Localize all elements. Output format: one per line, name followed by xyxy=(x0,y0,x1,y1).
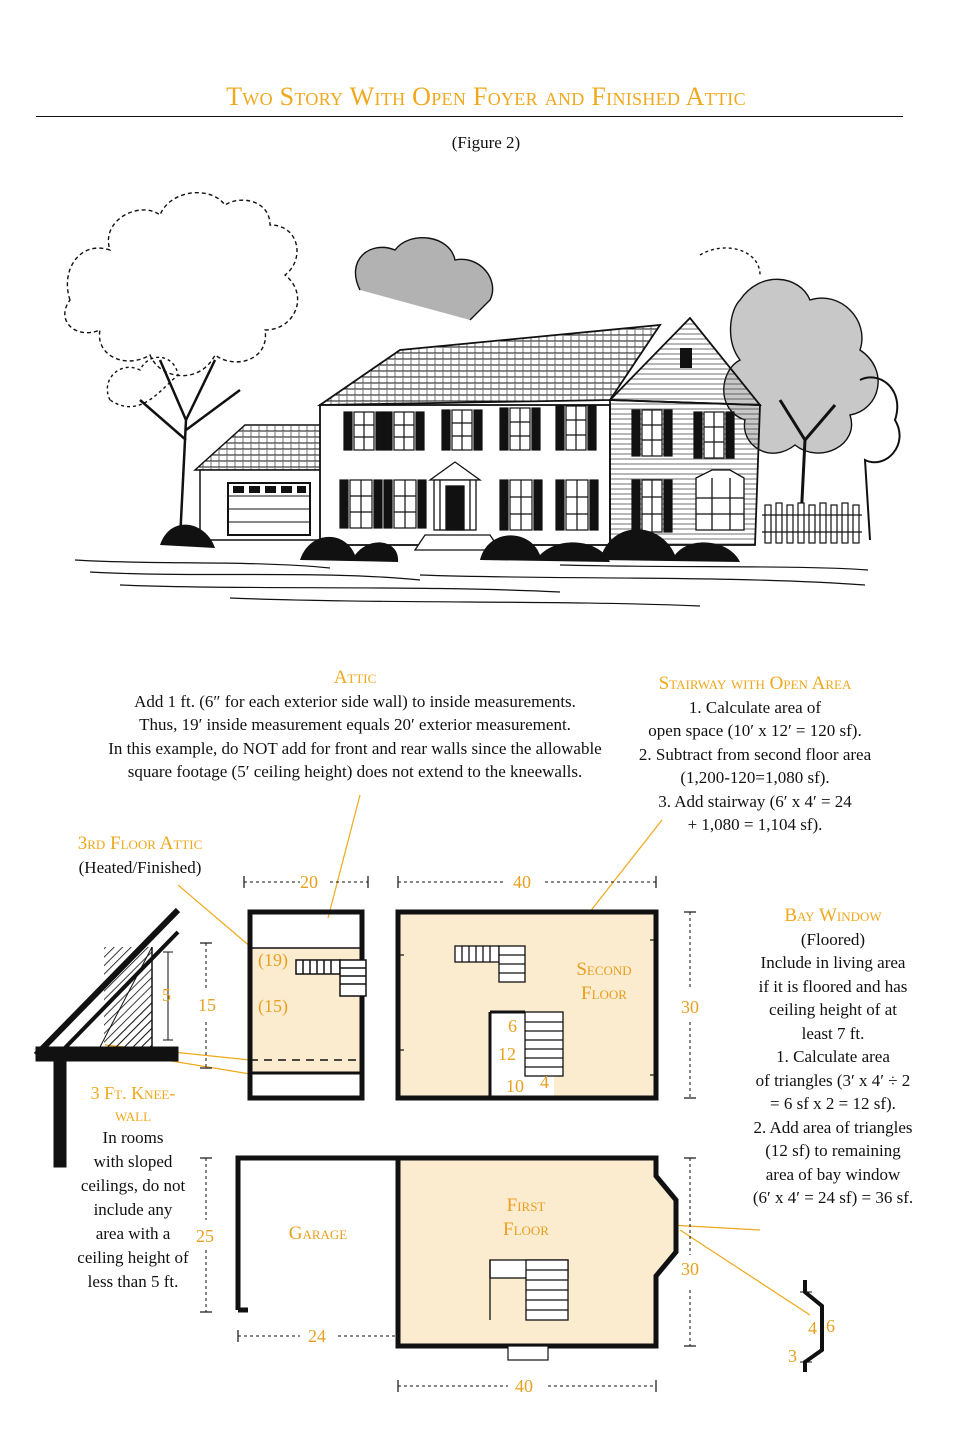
bay-window-note xyxy=(722,904,944,1210)
bay-line: ceiling height of at xyxy=(769,1000,897,1019)
stairway-line: + 1,080 = 1,104 sf). xyxy=(687,815,823,834)
dim-first-width: 40 xyxy=(515,1376,533,1396)
attic-line: square footage (5′ ceiling height) does not extend to the kneewalls. xyxy=(127,762,583,781)
stairway-line: open space (10′ x 12′ = 120 sf). xyxy=(648,721,862,740)
second-floor-label-1: Second xyxy=(576,959,632,980)
attic-line: Thus, 19′ inside measurement equals 20′ exterior measurement. xyxy=(139,715,571,734)
dim-garage-depth: 25 xyxy=(196,1226,214,1246)
bay-line: = 6 sf x 2 = 12 sf). xyxy=(770,1094,896,1113)
bay-line: (Floored) xyxy=(800,929,866,949)
third-floor-note xyxy=(55,832,225,879)
first-floor-label-1: First xyxy=(506,1195,546,1216)
back-tree xyxy=(355,238,492,320)
bay-line: least 7 ft. xyxy=(801,1023,865,1043)
kneewall-line: ceiling height of xyxy=(77,1248,189,1267)
dim-open-depth: 12 xyxy=(498,1044,516,1064)
dim-second-width: 40 xyxy=(513,872,531,892)
stairway-note xyxy=(600,672,910,837)
kneewall-heading-2: wall xyxy=(114,1105,152,1125)
attic-note xyxy=(40,666,670,784)
attic-heading: Attic xyxy=(333,667,377,688)
dim-second-depth: 30 xyxy=(681,997,699,1017)
second-floor-label xyxy=(556,958,652,1006)
stairway-line: (1,200-120=1,080 sf). xyxy=(680,768,830,787)
dim-attic-depth: 15 xyxy=(198,995,216,1015)
page-title: Two Story With Open Foyer and Finished Attic xyxy=(226,82,746,111)
dim-open-width: 6 xyxy=(508,1016,517,1036)
attic-plan xyxy=(200,876,368,1098)
dim-attic-inside-depth: (15) xyxy=(258,996,288,1016)
bay-window-sketch xyxy=(696,470,744,530)
dim-open-4: 4 xyxy=(540,1072,549,1092)
kneewall-note xyxy=(58,1082,208,1294)
bay-line: (12 sf) to remaining xyxy=(765,1141,901,1160)
first-floor-label xyxy=(478,1194,574,1242)
attic-line: In this example, do NOT add for front and rear walls since the allowable xyxy=(108,738,602,758)
first-floor-label-2: Floor xyxy=(503,1219,549,1240)
dim-garage-width: 24 xyxy=(308,1326,326,1346)
dim-bay-4: 4 xyxy=(808,1318,817,1338)
bay-line: Include in living area xyxy=(760,953,906,972)
garage-label: Garage xyxy=(288,1223,348,1244)
kneewall-line: with sloped xyxy=(93,1152,173,1171)
figure-caption: (Figure 2) xyxy=(451,133,521,152)
bay-line: 1. Calculate area xyxy=(776,1047,890,1066)
bay-line: area of bay window xyxy=(765,1164,901,1184)
stairway-line: 3. Add stairway (6′ x 4′ = 24 xyxy=(658,791,852,811)
kneewall-line: less than 5 ft. xyxy=(87,1272,179,1291)
dim-knee-height: 5 xyxy=(162,985,171,1005)
bay-window-heading: Bay Window xyxy=(784,905,882,926)
kneewall-heading: 3 Ft. Knee- xyxy=(90,1083,176,1103)
garage-plan xyxy=(200,1158,398,1342)
dim-bay-3: 3 xyxy=(788,1346,797,1366)
bay-line: if it is floored and has xyxy=(758,976,908,996)
kneewall-line: include any xyxy=(93,1200,173,1219)
dim-attic-inside-width: (19) xyxy=(258,950,288,970)
second-floor-label-2: Floor xyxy=(581,983,627,1004)
dim-attic-width: 20 xyxy=(300,872,318,892)
stairway-line: 1. Calculate area of xyxy=(688,697,822,717)
stairway-heading: Stairway with Open Area xyxy=(658,673,852,694)
attic-line: Add 1 ft. (6″ for each exterior side wall) to inside measurements. xyxy=(134,691,576,711)
dim-first-depth: 30 xyxy=(681,1259,699,1279)
third-floor-heading: 3rd Floor Attic xyxy=(77,833,203,854)
kneewall-line: ceilings, do not xyxy=(80,1176,186,1195)
ground xyxy=(75,560,868,606)
third-floor-sub: (Heated/Finished) xyxy=(78,857,202,877)
kneewall-line: area with a xyxy=(95,1224,171,1243)
kneewall-line: In rooms xyxy=(102,1128,164,1147)
fence xyxy=(762,503,862,543)
stairway-line: 2. Subtract from second floor area xyxy=(638,744,872,764)
bay-line: (6′ x 4′ = 24 sf) = 36 sf. xyxy=(752,1188,914,1207)
dim-bay-6: 6 xyxy=(826,1316,835,1336)
bay-line: of triangles (3′ x 4′ ÷ 2 xyxy=(755,1070,911,1090)
house-illustration xyxy=(65,193,900,606)
dim-open-10: 10 xyxy=(506,1076,524,1096)
bay-line: 2. Add area of triangles xyxy=(753,1117,913,1137)
